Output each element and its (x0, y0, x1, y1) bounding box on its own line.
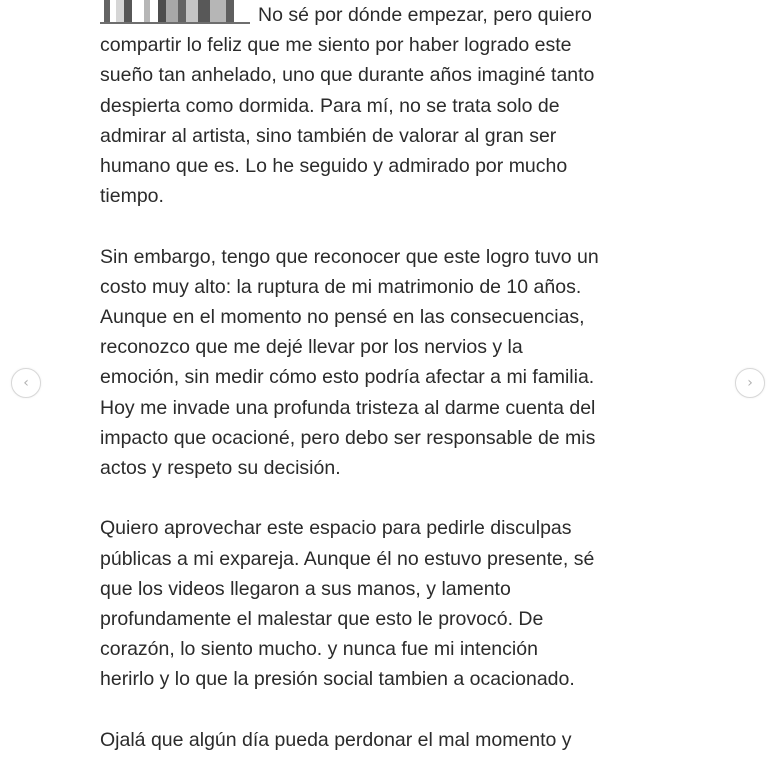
post-text (100, 0, 680, 758)
paragraph-3 (100, 513, 680, 694)
text-line: despierta como dormida. Para mí, no se trata solo de (100, 94, 560, 117)
text-line: profundamente el malestar que esto le provocó. De (100, 608, 544, 631)
text-line: admirar al artista, sino también de valorar al gran ser (100, 124, 557, 147)
prev-slide-button[interactable] (11, 368, 41, 398)
text-line: tiempo. (100, 185, 164, 208)
text-line: compartir lo feliz que me siento por haber logrado este (100, 34, 572, 57)
first-line (100, 0, 680, 30)
paragraph-4 (100, 725, 680, 755)
text-line: herirlo y lo que la presión social tambien a ocacionado. (100, 668, 575, 691)
redacted-username (100, 0, 250, 24)
text-line: sueño tan anhelado, uno que durante años imaginé tanto (100, 64, 595, 87)
text-line: Quiero aprovechar este espacio para pedirle disculpas (100, 517, 572, 540)
text-line: No sé por dónde empezar, pero quiero (258, 4, 592, 26)
text-line: públicas a mi expareja. Aunque él no estuvo presente, sé (100, 547, 595, 570)
text-line: corazón, lo siento mucho. y nunca fue mi intención (100, 638, 538, 661)
text-line: costo muy alto: la ruptura de mi matrimonio de 10 años. (100, 275, 582, 298)
chevron-left-icon: ‹ (23, 375, 29, 391)
next-slide-button[interactable] (735, 368, 765, 398)
chevron-right-icon: › (747, 375, 753, 391)
paragraph-2 (100, 242, 680, 484)
text-line: Sin embargo, tengo que reconocer que este logro tuvo un (100, 245, 599, 268)
text-line: Ojalá que algún día pueda perdonar el mal momento y (100, 728, 572, 751)
text-line: Hoy me invade una profunda tristeza al darme cuenta del (100, 396, 596, 419)
text-line: impacto que ocacioné, pero debo ser responsable de mis (100, 426, 596, 449)
text-line: actos y respeto su decisión. (100, 457, 341, 480)
text-line: emoción, sin medir cómo esto podría afectar a mi familia. (100, 366, 595, 389)
text-line: humano que es. Lo he seguido y admirado por mucho (100, 155, 568, 178)
text-line: Aunque en el momento no pensé en las consecuencias, (100, 306, 585, 329)
text-line: que los videos llegaron a sus manos, y lamento (100, 577, 511, 600)
text-line: reconozco que me dejé llevar por los nervios y la (100, 336, 523, 359)
paragraph-1 (100, 0, 680, 211)
